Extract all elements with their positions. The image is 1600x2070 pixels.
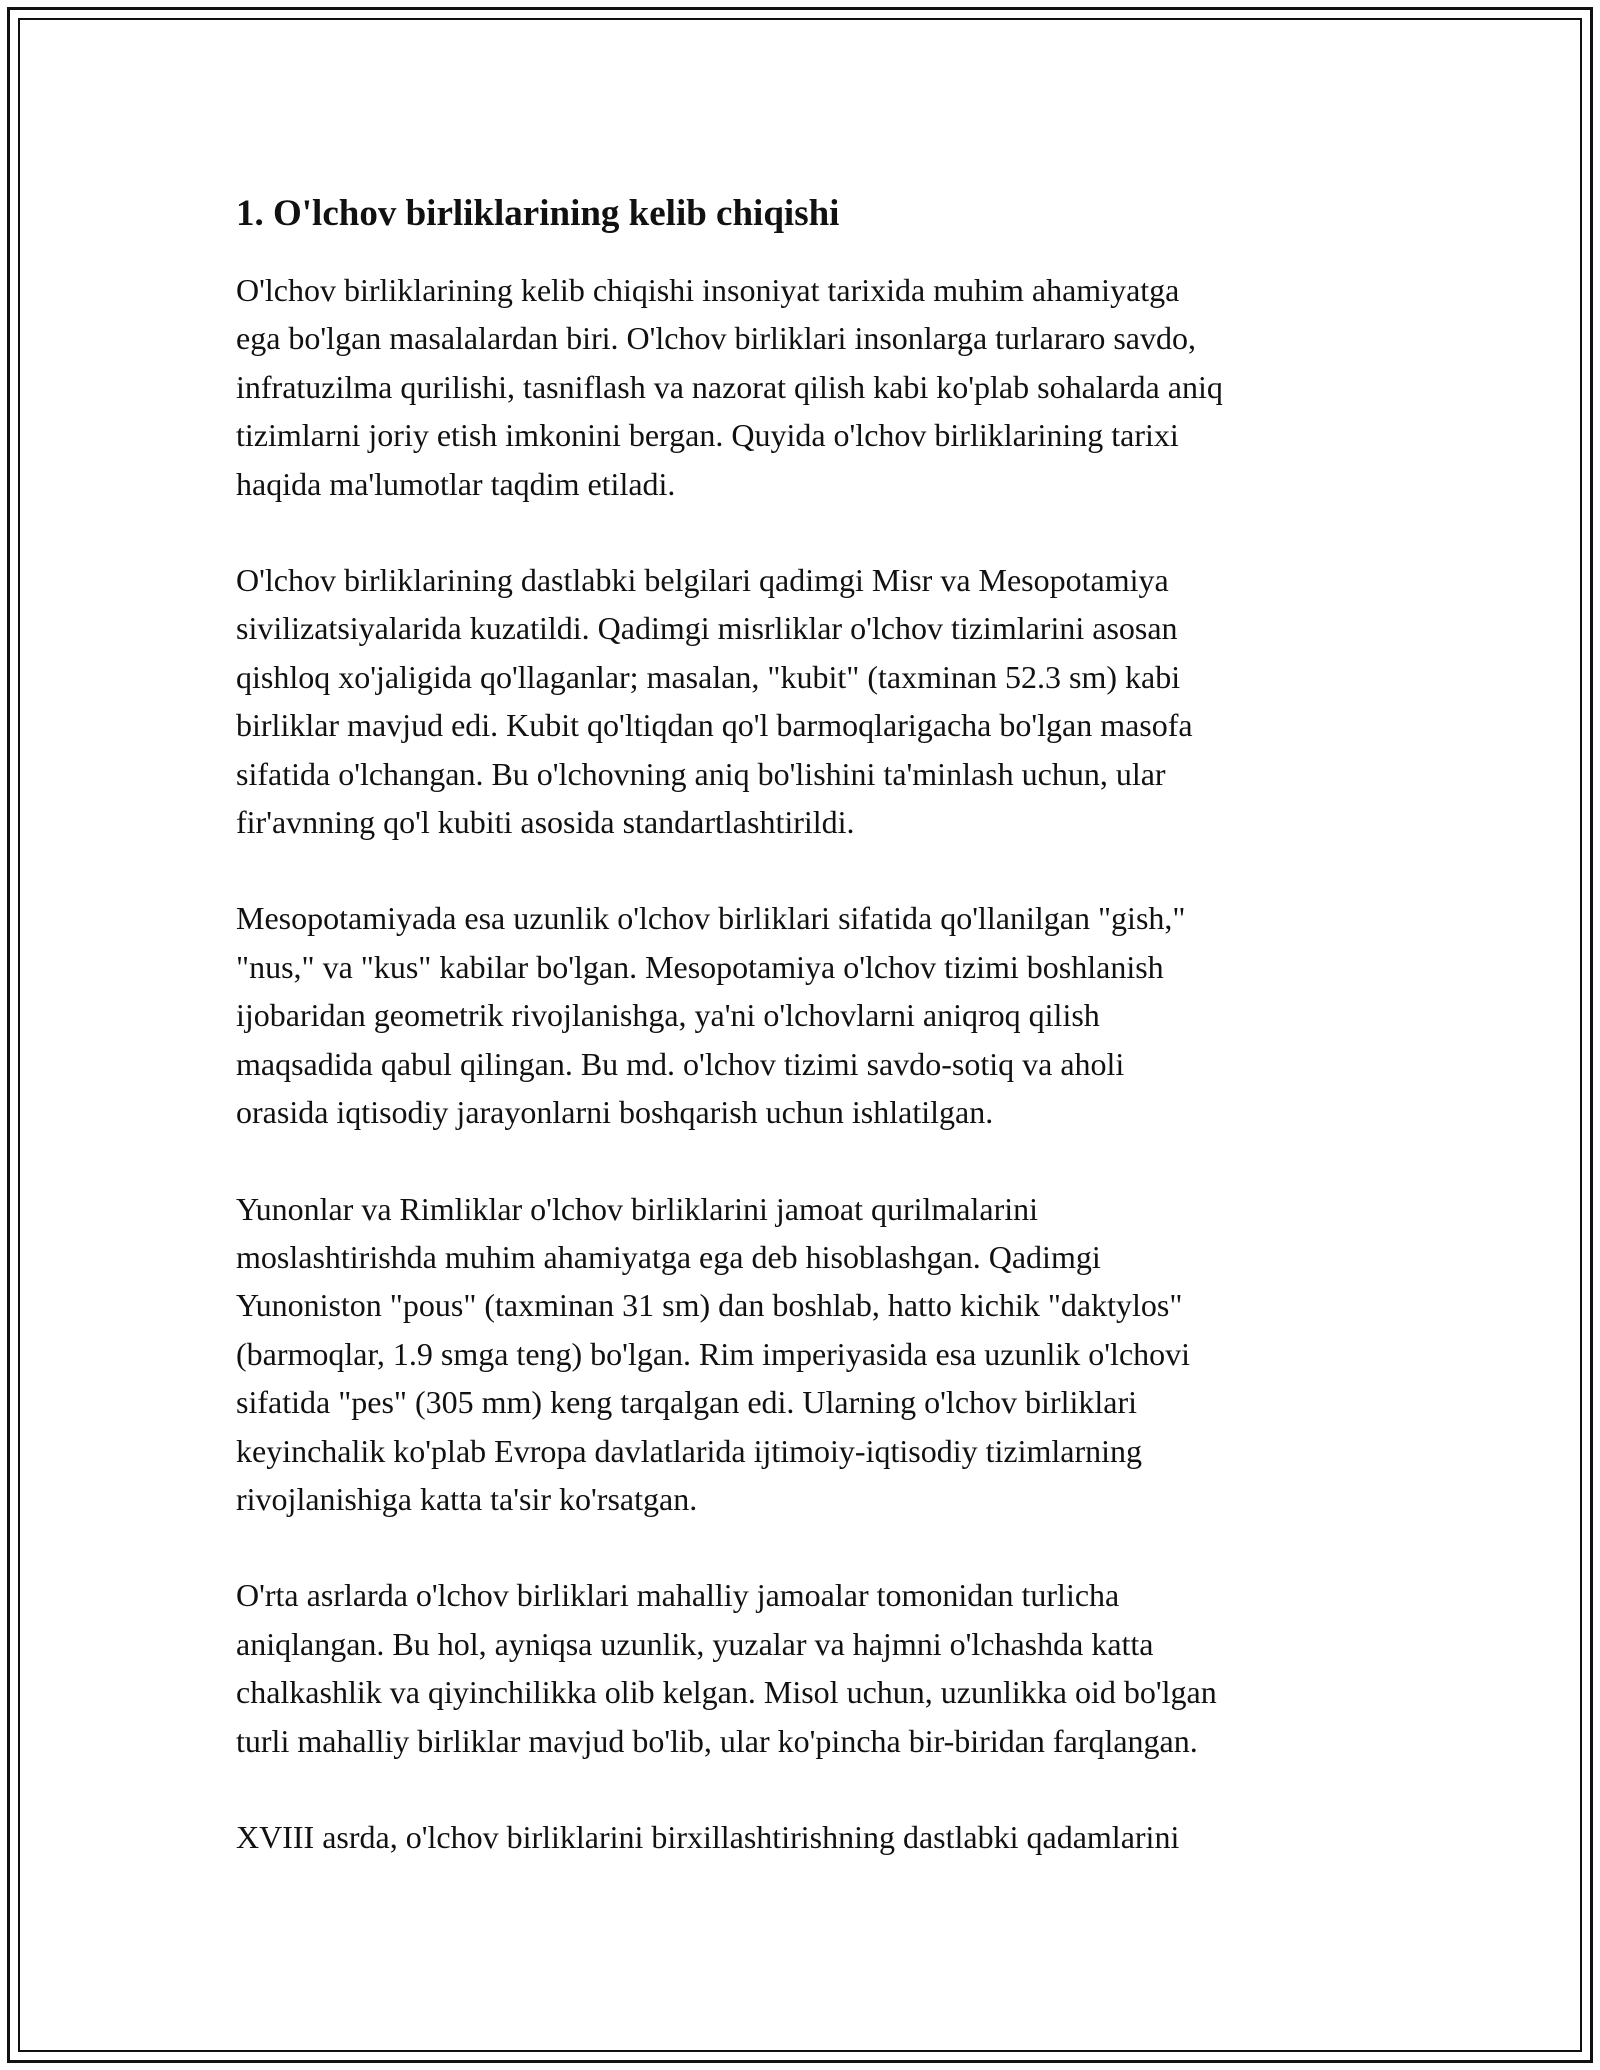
paragraph-1 (236, 266, 1376, 508)
text-line: O'rta asrlarda o'lchov birliklari mahalliy jamoalar tomonidan turlicha (236, 1577, 1120, 1614)
text-line: aniqlangan. Bu hol, ayniqsa uzunlik, yuzalar va hajmni o'lchashda katta (236, 1625, 1154, 1662)
text-line: sifatida o'lchangan. Bu o'lchovning aniq bo'lishini ta'minlash uchun, ular (236, 755, 1166, 792)
text-line: sivilizatsiyalarida kuzatildi. Qadimgi misrliklar o'lchov tizimlarini asosan (236, 610, 1178, 647)
document-body (236, 190, 1376, 1909)
text-line: rivojlanishiga katta ta'sir ko'rsatgan. (236, 1480, 698, 1517)
paragraph-5 (236, 1571, 1376, 1765)
text-line: turli mahalliy birliklar mavjud bo'lib, ular ko'pincha bir-biridan farqlangan. (236, 1722, 1198, 1759)
text-line: orasida iqtisodiy jarayonlarni boshqarish uchun ishlatilgan. (236, 1094, 994, 1131)
text-line: chalkashlik va qiyinchilikka olib kelgan. Misol uchun, uzunlikka oid bo'lgan (236, 1674, 1217, 1711)
text-line: O'lchov birliklarining kelib chiqishi insoniyat tarixida muhim ahamiyatga (236, 272, 1180, 308)
text-line: birliklar mavjud edi. Kubit qo'ltiqdan qo'l barmoqlarigacha bo'lgan masofa (236, 707, 1193, 744)
paragraph-4 (236, 1185, 1376, 1524)
text-line: ega bo'lgan masalalardan biri. O'lchov birliklari insonlarga turlararo savdo, (236, 320, 1196, 357)
text-line: XVIII asrda, o'lchov birliklarini birxillashtirishning dastlabki qadamlarini (236, 1818, 1180, 1855)
paragraph-2 (236, 556, 1376, 846)
text-line: tizimlarni joriy etish imkonini bergan. Quyida o'lchov birliklarining tarixi (236, 417, 1179, 454)
text-line: keyinchalik ko'plab Evropa davlatlarida ijtimoiy-iqtisodiy tizimlarning (236, 1432, 1142, 1469)
text-line: (barmoqlar, 1.9 smga teng) bo'lgan. Rim imperiyasida esa uzunlik o'lchovi (236, 1335, 1191, 1372)
text-line: sifatida "pes" (305 mm) keng tarqalgan edi. Ularning o'lchov birliklari (236, 1384, 1137, 1421)
text-line: "nus," va "kus" kabilar bo'lgan. Mesopotamiya o'lchov tizimi boshlanish (236, 948, 1164, 985)
text-line: Mesopotamiyada esa uzunlik o'lchov birliklari sifatida qo'llanilgan "gish," (236, 900, 1186, 937)
text-line: fir'avnning qo'l kubiti asosida standartlashtirildi. (236, 804, 855, 841)
text-line: moslashtirishda muhim ahamiyatga ega deb hisoblashgan. Qadimgi (236, 1238, 1101, 1275)
text-line: maqsadida qabul qilingan. Bu md. o'lchov tizimi savdo-sotiq va aholi (236, 1045, 1125, 1082)
text-line: haqida ma'lumotlar taqdim etiladi. (236, 465, 676, 502)
text-line: qishloq xo'jaligida qo'llaganlar; masalan, "kubit" (taxminan 52.3 sm) kabi (236, 658, 1181, 695)
paragraph-3 (236, 894, 1376, 1136)
text-line: infratuzilma qurilishi, tasniflash va nazorat qilish kabi ko'plab sohalarda aniq (236, 368, 1223, 405)
text-line: Yunonlar va Rimliklar o'lchov birliklarini jamoat qurilmalarini (236, 1190, 1039, 1227)
text-line: ijobaridan geometrik rivojlanishga, ya'ni o'lchovlarni aniqroq qilish (236, 997, 1100, 1034)
text-line: O'lchov birliklarining dastlabki belgilari qadimgi Misr va Mesopotamiya (236, 562, 1169, 599)
paragraph-6 (236, 1813, 1376, 1861)
text-line: Yunoniston "pous" (taxminan 31 sm) dan boshlab, hatto kichik "daktylos" (236, 1287, 1183, 1324)
section-heading: 1. O'lchov birliklarining kelib chiqishi (236, 193, 840, 234)
